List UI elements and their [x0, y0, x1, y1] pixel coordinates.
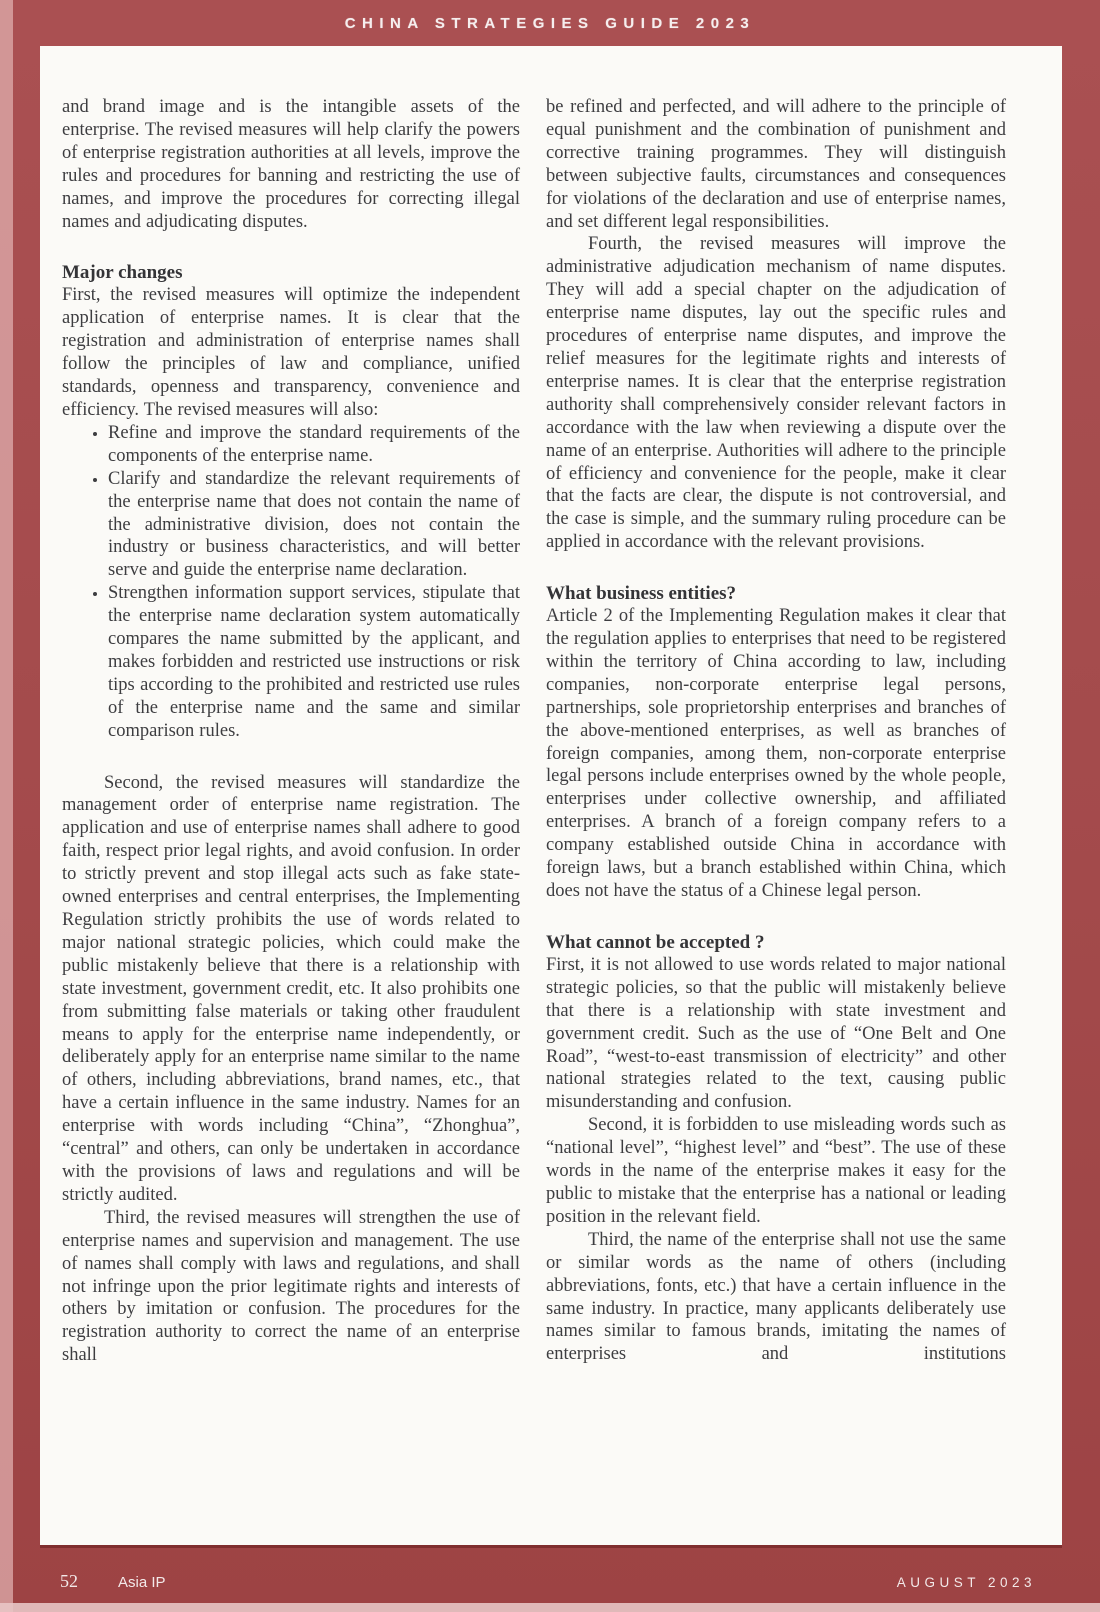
footer-band — [0, 1551, 1100, 1612]
paragraph-brand-image: and brand image and is the intangible assets of the enterprise. The revised measures will help clarify the powers of enterprise registration authorities at all levels, improve the rules and procedures for banning and restricting the use of names, and improve the procedures for correcting illegal names and adjudicating disputes. — [62, 97, 520, 232]
paragraph-second-rule: Second, it is forbidden to use misleading words such as “national level”, “highest level” and “best”. The use of these words in the name of the enterprise makes it easy for the public to mistake that the enterprise has a national or leading position in the relevant field. — [546, 1115, 1006, 1227]
bullet-item: • Strengthen information support services, stipulate that the enterprise name declaration system automatically compares the name submitted by the applicant, and makes forbidden and restricted use instructions or risk tips according to the prohibited and restricted use rules of the enterprise name and the same and similar comparison rules. — [108, 582, 520, 742]
scan-edge-left — [0, 0, 13, 1612]
heading-business-entities: What business entities? — [546, 583, 737, 605]
paragraph-second-measure: Second, the revised measures will standardize the management order of enterprise name registration. The application and use of enterprise names shall adhere to good faith, respect prior legal rights, and avoid confusion. In order to strictly prevent and stop illegal acts such as fake state-owned enterprises and central enterprises, the Implementing Regulation strictly prohibits the use of words related to major national strategic policies, which could make the public mistakenly believe that there is a relationship with state investment, government credit, etc. It also prohibits one from submitting false materials or taking other fraudulent means to apply for the enterprise name independently, or deliberately apply for an enterprise name similar to the name of others, including abbreviations, brand names, etc., that have a certain influence in the same industry. Names for an enterprise with words including “China”, “Zhonghua”, “central” and others, can only be undertaken in accordance with the provisions of laws and regulations and will be strictly audited. — [62, 772, 520, 1205]
guide-title: CHINA STRATEGIES GUIDE 2023 — [344, 14, 756, 32]
bullet-item: • Clarify and standardize the relevant requirements of the enterprise name that does not contain the name of the administrative division, does not contain the industry or business characteristics, and will better serve and guide the enterprise name declaration. — [108, 468, 520, 583]
heading-major-changes: Major changes — [62, 262, 183, 284]
two-column-layout — [62, 96, 1062, 1367]
column-left — [62, 96, 520, 1367]
bullet-item: • Refine and improve the standard requirements of the components of the enterprise name. — [108, 422, 520, 468]
bullet-list — [62, 422, 520, 743]
paragraph-first-rule: First, it is not allowed to use words related to major national strategic policies, so that the public will mistakenly believe that there is a relationship with state investment and government credit. Such as the use of “One Belt and One Road”, “west-to-east transmission of electricity” and other national strategies related to the text, causing public misunderstanding and confusion. — [546, 954, 1006, 1113]
paragraph-third-measure: Third, the revised measures will strengthen the use of enterprise names and supervision and management. The use of names shall comply with laws and regulations, and shall not infringe upon the prior legitimate rights and interests of others by imitation or confusion. The procedures for the registration authority to correct the name of an enterprise shall — [62, 1207, 520, 1366]
paragraph-refined-perfected: be refined and perfected, and will adhere to the principle of equal punishment and the combination of punishment and corrective training programmes. They will distinguish between subjective faults, circumstances and consequences for violations of the declaration and use of enterprise names, and set different legal responsibilities. — [546, 97, 1006, 232]
heading-cannot-be-accepted: What cannot be accepted ? — [546, 931, 765, 953]
paragraph-article-2: Article 2 of the Implementing Regulation makes it clear that the regulation applies to enterprises that need to be registered within the territory of China according to law, including companies, non-corporate enterprise legal persons, partnerships, sole proprietorship enterprises and branches of the above-mentioned enterprises, as well as branches of foreign companies, among them, non-corporate enterprise legal persons include enterprises owned by the whole people, enterprises under collective ownership, and affiliated enterprises. A branch of a foreign company refers to a company established outside China in accordance with foreign laws, but a branch established within China, which does not have the status of a Chinese legal person. — [546, 606, 1006, 901]
paragraph-third-rule: Third, the name of the enterprise shall not use the same or similar words as the name of others (including abbreviations, fonts, etc.) that have a certain influence in the same industry. In practice, many applicants deliberately use names similar to famous brands, imitating the names of enterprises and institutions — [546, 1229, 1006, 1365]
page-body — [40, 46, 1062, 1548]
paragraph-fourth-measure: Fourth, the revised measures will improve the administrative adjudication mechanism of name disputes. They will add a special chapter on the adjudication of enterprise name disputes, lay out the specific rules and procedures of enterprise name disputes, and improve the relief measures for the legitimate rights and interests of enterprise names. It is clear that the enterprise registration authority shall comprehensively consider relevant factors in accordance with the law when reviewing a dispute over the name of an enterprise. Authorities will adhere to the principle of efficiency and convenience for the people, make it clear that the facts are clear, the dispute is not controversial, and the case is simple, and the summary ruling procedure can be applied in accordance with the relevant provisions. — [546, 234, 1006, 553]
column-right — [546, 96, 1006, 1367]
publication-name: Asia IP — [118, 1574, 166, 1591]
paragraph-first-measure: First, the revised measures will optimize the independent application of enterprise names. It is clear that the registration and administration of enterprise names shall follow the principles of law and compliance, unified standards, openness and transparency, convenience and efficiency. The revised measures will also: — [62, 285, 520, 420]
header-band — [0, 0, 1100, 46]
page-number: 52 — [60, 1571, 78, 1591]
issue-date: AUGUST 2023 — [896, 1575, 1036, 1590]
